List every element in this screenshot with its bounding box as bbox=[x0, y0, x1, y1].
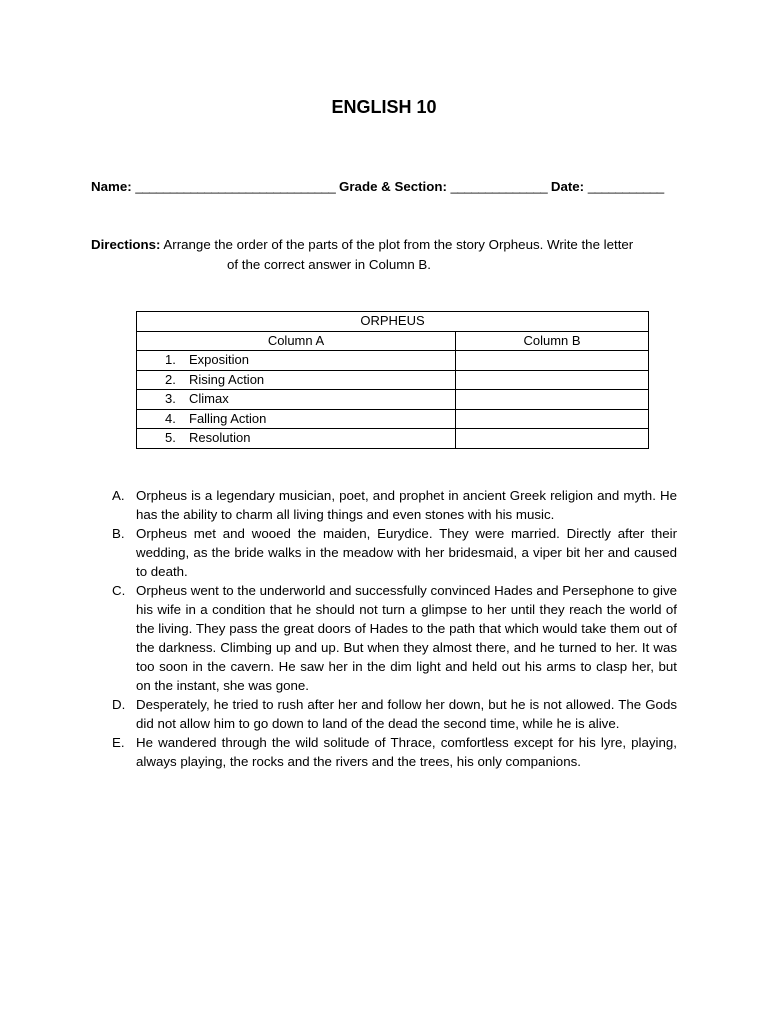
choice-text: He wandered through the wild solitude of Thrace, comfortless except for his lyre, playing, always playing, the rocks and the rivers and the trees, his only companions. bbox=[136, 735, 677, 769]
part-number: 1. bbox=[165, 352, 176, 368]
plot-table bbox=[136, 311, 649, 449]
choice-letter: B. bbox=[112, 526, 125, 541]
list-item bbox=[112, 486, 677, 524]
table-row bbox=[137, 429, 649, 449]
date-blank[interactable]: ___________ bbox=[587, 179, 664, 194]
part-name: Exposition bbox=[189, 352, 249, 368]
choice-letter: D. bbox=[112, 697, 126, 712]
grade-section-blank[interactable]: ______________ bbox=[450, 179, 548, 194]
choice-text: Orpheus met and wooed the maiden, Eurydice. They were married. Directly after their wedding, as the bride walks in the meadow with her bridesmaid, a viper bit her and caused to death. bbox=[136, 526, 677, 579]
table-row bbox=[137, 370, 649, 390]
table-row bbox=[137, 409, 649, 429]
plot-part-cell bbox=[137, 409, 456, 429]
plot-part-cell bbox=[137, 370, 456, 390]
directions-continuation: of the correct answer in Column B. bbox=[227, 256, 431, 272]
answer-cell[interactable] bbox=[456, 429, 649, 449]
plot-part-cell bbox=[137, 351, 456, 371]
part-name: Falling Action bbox=[189, 410, 267, 426]
list-item bbox=[112, 733, 677, 771]
answer-cell[interactable] bbox=[456, 370, 649, 390]
answer-cell[interactable] bbox=[456, 390, 649, 410]
grade-section-label: Grade & Section: bbox=[339, 179, 447, 194]
name-label: Name: bbox=[91, 179, 132, 194]
list-item bbox=[112, 581, 677, 695]
column-a-header: Column A bbox=[137, 331, 456, 351]
name-blank[interactable]: _____________________________ bbox=[135, 179, 336, 194]
choice-text: Orpheus is a legendary musician, poet, and prophet in ancient Greek religion and myth. He has the ability to charm all living things and even stones with his music. bbox=[136, 488, 677, 522]
plot-part-cell bbox=[137, 390, 456, 410]
answer-choices-list bbox=[112, 486, 677, 771]
part-number: 3. bbox=[165, 391, 176, 407]
choice-text: Orpheus went to the underworld and successfully convinced Hades and Persephone to give his wife in a condition that he should not turn a glimpse to her until they reach the world of the living. They pass the great doors of Hades to the path that which would take them out of the darkness. Climbing up and up. But when they almost there, and he turned to her. It was too soon in the cavern. He saw her in the dim light and held out his arms to clasp her, but on the instant, she was gone. bbox=[136, 583, 677, 693]
list-item bbox=[112, 695, 677, 733]
list-item bbox=[112, 524, 677, 581]
answer-cell[interactable] bbox=[456, 351, 649, 371]
part-number: 2. bbox=[165, 371, 176, 387]
column-b-header: Column B bbox=[456, 331, 649, 351]
directions-label: Directions: bbox=[91, 237, 161, 252]
table-row bbox=[137, 351, 649, 371]
directions-text: Arrange the order of the parts of the plot from the story Orpheus. Write the letter bbox=[163, 237, 634, 252]
table-row bbox=[137, 390, 649, 410]
part-number: 4. bbox=[165, 410, 176, 426]
part-name: Resolution bbox=[189, 430, 251, 446]
plot-part-cell bbox=[137, 429, 456, 449]
choice-letter: C. bbox=[112, 583, 126, 598]
directions bbox=[91, 235, 677, 274]
choice-letter: A. bbox=[112, 488, 125, 503]
part-name: Rising Action bbox=[189, 371, 265, 387]
student-info-line bbox=[91, 179, 681, 194]
date-label: Date: bbox=[550, 179, 585, 194]
choice-letter: E. bbox=[112, 735, 125, 750]
page-title: ENGLISH 10 bbox=[331, 97, 437, 117]
choice-text: Desperately, he tried to rush after her and follow her down, but he is not allowed. The Gods did not allow him to go down to land of the dead the second time, while he is alive. bbox=[136, 697, 677, 731]
part-name: Climax bbox=[189, 391, 229, 407]
answer-cell[interactable] bbox=[456, 409, 649, 429]
part-number: 5. bbox=[165, 430, 176, 446]
table-title: ORPHEUS bbox=[137, 312, 649, 332]
